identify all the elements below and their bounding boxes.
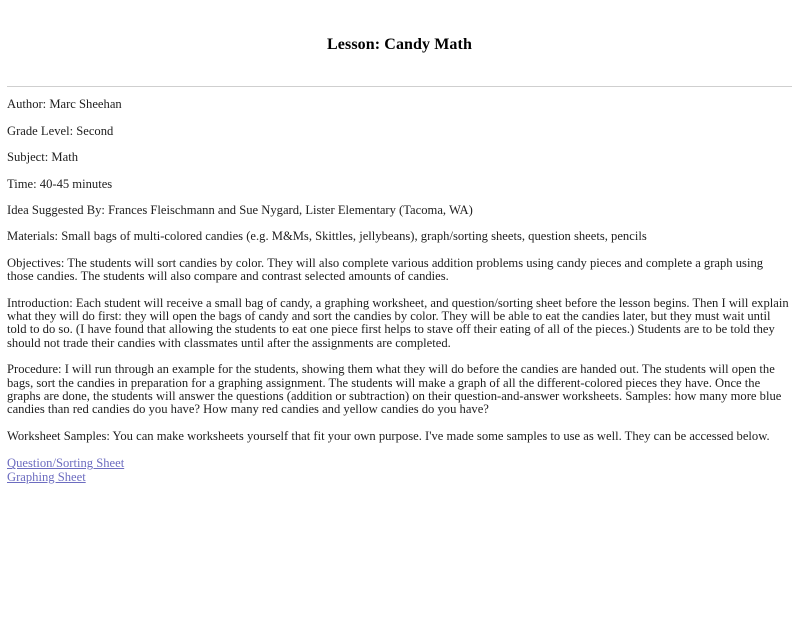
subject-line: Subject: Math — [7, 150, 79, 165]
lesson-plan-page — [0, 36, 800, 484]
lesson-body — [7, 98, 792, 443]
procedure-paragraph: Procedure: I will run through an example for the students, showing them what they will do before the candies are handed out. The students will open the bags, sort the candies in preparation for a graphing assignment. The students will make a graph of all the different-colored pieces they have. Once the graphs are done, the students will answer the questions (addition or subtraction) on their question-and-answer worksheets. Samples: how many more blue candies than red candies do you have? How many red candies and yellow candies do you have? — [7, 362, 782, 417]
worksheet-samples-paragraph: Worksheet Samples: You can make worksheets yourself that fit your own purpose. I've made some samples to use as well. They can be accessed below. — [7, 428, 770, 443]
introduction-paragraph: Introduction: Each student will receive a small bag of candy, a graphing worksheet, and question/sorting sheet before the lesson begins. Then I will explain what they will do first: they will open the bags of candy and sort the candies by color. They will be able to eat the candies later, but they must wait until told to do so. (I have found that allowing the students to eat one piece first helps to stave off their eating of all of the pieces.) Students are to be told they should not trade their candies with classmates until after the assignments are completed. — [7, 295, 789, 350]
grade-level-line: Grade Level: Second — [7, 123, 114, 138]
objectives-paragraph: Objectives: The students will sort candies by color. They will also complete various addition problems using candy pieces and complete a graph using those candies. The students will also compare and contrast selected amounts of candies. — [7, 255, 764, 284]
time-line: Time: 40-45 minutes — [7, 176, 113, 191]
worksheet-links — [7, 457, 792, 484]
page-title: Lesson: Candy Math — [327, 36, 472, 53]
title-divider — [7, 86, 792, 87]
link-question-sorting-sheet[interactable]: Question/Sorting Sheet — [7, 456, 125, 471]
author-line: Author: Marc Sheehan — [7, 97, 122, 112]
link-graphing-sheet[interactable]: Graphing Sheet — [7, 469, 86, 484]
materials-paragraph: Materials: Small bags of multi-colored candies (e.g. M&Ms, Skittles, jellybeans), graph/sorting sheets, question sheets, pencils — [7, 229, 647, 244]
idea-suggested-by-line: Idea Suggested By: Frances Fleischmann and Sue Nygard, Lister Elementary (Tacoma, WA) — [7, 203, 473, 218]
